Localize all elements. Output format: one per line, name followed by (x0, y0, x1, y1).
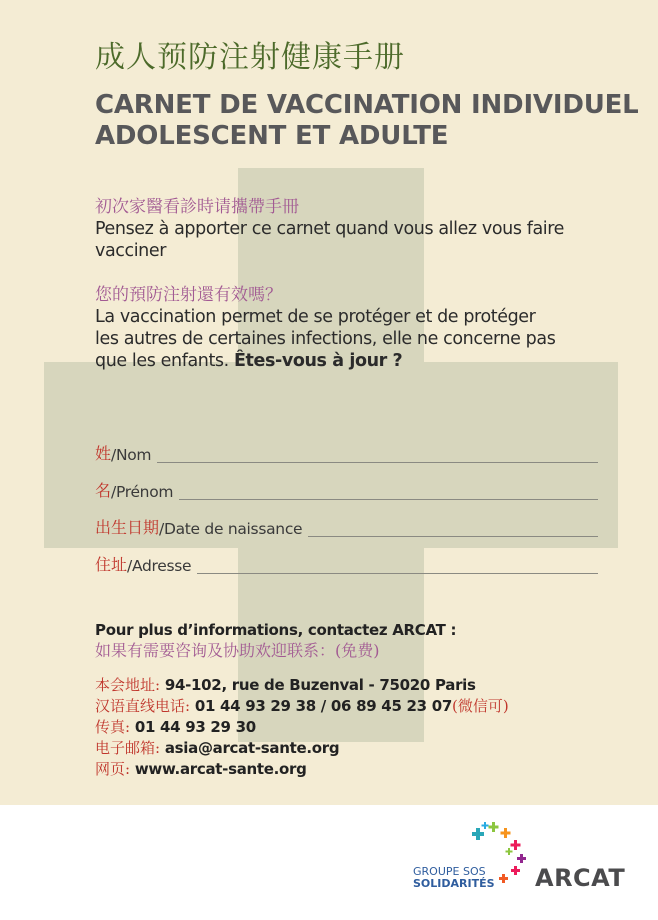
logo-cross-8 (482, 822, 489, 829)
contact-address-value: 94-102, rue de Buzenval - 75020 Paris (164, 676, 476, 694)
reminder-section (95, 196, 635, 262)
contact-heading (95, 620, 635, 662)
first-name-input-line[interactable] (179, 498, 598, 500)
logo-cross-2 (489, 822, 499, 832)
title-french-line1: CARNET DE VACCINATION INDIVIDUEL (95, 90, 639, 120)
name-input-line[interactable] (157, 461, 598, 463)
title-chinese: 成人预防注射健康手册 (95, 40, 405, 75)
contact-address-label: 本会地址: (95, 676, 165, 694)
vaccination-french-line3-plain: que les enfants. (95, 351, 234, 371)
logo-cross-6 (511, 866, 520, 875)
footer-logos (410, 818, 630, 898)
contact-phone (95, 696, 655, 717)
contact-fax-value: 01 44 93 29 30 (134, 718, 256, 736)
name-field[interactable] (95, 438, 598, 464)
title-french (95, 90, 655, 152)
logo-cross-7 (499, 874, 508, 883)
address-input-line[interactable] (197, 572, 598, 574)
name-label-cn: 姓 (95, 444, 112, 463)
contact-phone-note: (微信可) (451, 697, 509, 715)
address-label-fr: /Adresse (127, 557, 192, 575)
contact-website (95, 759, 655, 780)
vaccination-french-line2: les autres de certaines infections, elle ne concerne pas (95, 329, 556, 349)
contact-details (95, 675, 655, 780)
contact-website-label: 网页: (95, 760, 135, 778)
contact-address (95, 675, 655, 696)
vaccination-section (95, 284, 635, 372)
groupe-sos-line2: SOLIDARITÉS (413, 877, 495, 890)
vaccination-chinese: 您的預防注射還有效嗎？ (95, 285, 282, 305)
contact-fax-label: 传真: (95, 718, 135, 736)
contact-email (95, 738, 655, 759)
reminder-chinese: 初次家醫看診時请攜帶手冊 (95, 197, 299, 217)
arcat-logo: ARCAT (535, 864, 626, 892)
address-label-cn: 住址 (95, 555, 128, 574)
name-label-fr: /Nom (111, 446, 152, 464)
address-field[interactable] (95, 549, 598, 575)
contact-email-label: 电子邮箱: (95, 739, 165, 757)
title-french-line2: ADOLESCENT ET ADULTE (95, 121, 449, 151)
reminder-french-line1: Pensez à apporter ce carnet quand vous allez vous faire (95, 219, 565, 239)
contact-phone-value[interactable]: 01 44 93 29 38 / 06 89 45 23 07 (194, 697, 452, 715)
contact-heading-cn: 如果有需要咨询及协助欢迎联系：(免费) (95, 641, 380, 660)
vaccination-french-line1: La vaccination permet de se protéger et de protéger (95, 307, 536, 327)
logo-cross-1 (472, 828, 484, 840)
reminder-french-line2: vacciner (95, 241, 167, 261)
birth-date-label-cn: 出生日期 (95, 518, 160, 537)
logo-cross-5 (517, 854, 526, 863)
birth-date-input-line[interactable] (308, 535, 598, 537)
groupe-sos-line1: GROUPE SOS (413, 865, 486, 878)
vaccination-french-line3 (95, 350, 635, 372)
birth-date-label-fr: /Date de naissance (159, 520, 303, 538)
contact-heading-fr: Pour plus d’informations, contactez ARCAT : (95, 621, 457, 639)
groupe-sos-text (413, 866, 495, 890)
contact-email-link[interactable]: asia@arcat-sante.org (164, 739, 340, 757)
birth-date-field[interactable] (95, 512, 598, 538)
first-name-field[interactable] (95, 475, 598, 501)
contact-website-link[interactable]: www.arcat-sante.org (134, 760, 307, 778)
logo-cross-4 (511, 840, 521, 850)
vaccination-question: Êtes-vous à jour ? (233, 351, 403, 371)
first-name-label-cn: 名 (95, 481, 112, 500)
logo-cross-9 (506, 848, 513, 855)
contact-fax (95, 717, 655, 738)
logo-cross-3 (501, 828, 511, 838)
contact-phone-label: 汉语直线电话: (95, 697, 195, 715)
first-name-label-fr: /Prénom (111, 483, 174, 501)
